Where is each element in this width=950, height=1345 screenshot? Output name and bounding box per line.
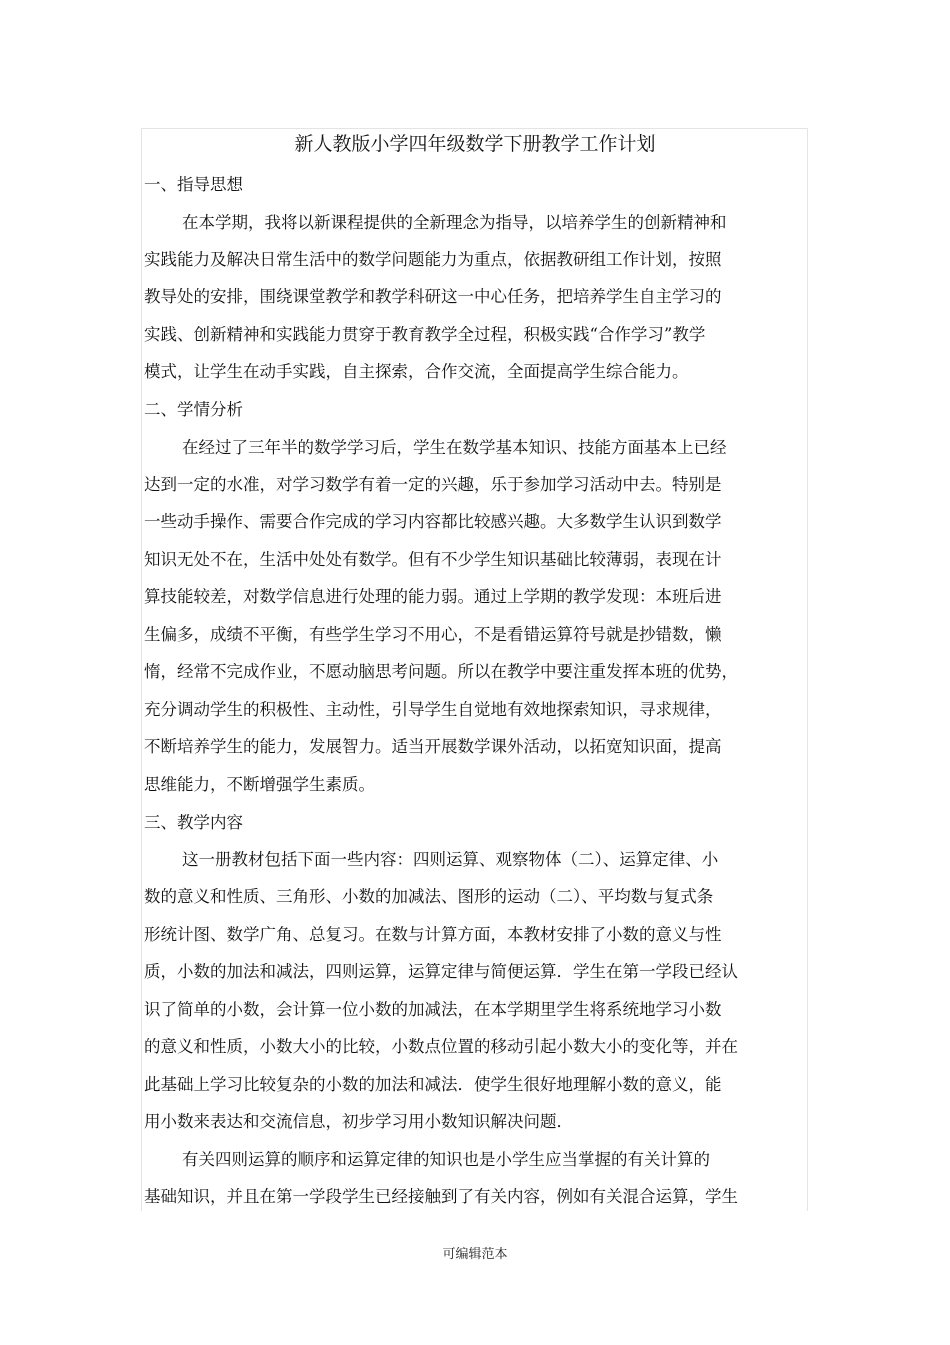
paragraph-line: 的意义和性质，小数大小的比较，小数点位置的移动引起小数大小的变化等，并在 — [144, 1037, 738, 1056]
paragraph-line: 识了简单的小数，会计算一位小数的加减法，在本学期里学生将系统地学习小数 — [144, 1000, 722, 1019]
paragraph-line: 模式，让学生在动手实践，自主探索，合作交流，全面提高学生综合能力。 — [144, 362, 689, 381]
paragraph-line: 在本学期，我将以新课程提供的全新理念为指导，以培养学生的创新精神和 — [182, 213, 727, 232]
paragraph-line: 思维能力，不断增强学生素质。 — [144, 775, 375, 794]
paragraph-line: 实践、创新精神和实践能力贯穿于教育教学全过程，积极实践“合作学习”教学 — [144, 325, 706, 344]
paragraph-line: 充分调动学生的积极性、主动性，引导学生自觉地有效地探索知识，寻求规律， — [144, 700, 722, 719]
paragraph-line: 形统计图、数学广角、总复习。在数与计算方面，本教材安排了小数的意义与性 — [144, 925, 722, 944]
paragraph-line: 不断培养学生的能力，发展智力。适当开展数学课外活动，以拓宽知识面，提高 — [144, 737, 722, 756]
paragraph-line: 惰，经常不完成作业，不愿动脑思考问题。所以在教学中要注重发挥本班的优势， — [144, 662, 738, 681]
paragraph-line: 实践能力及解决日常生活中的数学问题能力为重点，依据教研组工作计划，按照 — [144, 250, 722, 269]
paragraph-line: 用小数来表达和交流信息，初步学习用小数知识解决问题． — [144, 1112, 573, 1131]
section-heading-1: 一、指导思想 — [144, 175, 243, 194]
section-heading-2: 二、学情分析 — [144, 400, 243, 419]
section-heading-3: 三、教学内容 — [144, 813, 243, 832]
paragraph-line: 质，小数的加法和减法，四则运算，运算定律与简便运算．学生在第一学段已经认 — [144, 962, 738, 981]
paragraph-line: 知识无处不在，生活中处处有数学。但有不少学生知识基础比较薄弱，表现在计 — [144, 550, 722, 569]
paragraph-line: 算技能较差，对数学信息进行处理的能力弱。通过上学期的教学发现：本班后进 — [144, 587, 722, 606]
paragraph-line: 有关四则运算的顺序和运算定律的知识也是小学生应当掌握的有关计算的 — [182, 1150, 710, 1169]
paragraph-line: 达到一定的水准，对学习数学有着一定的兴趣，乐于参加学习活动中去。特别是 — [144, 475, 722, 494]
paragraph-line: 在经过了三年半的数学学习后，学生在数学基本知识、技能方面基本上已经 — [182, 438, 727, 457]
paragraph-line: 这一册教材包括下面一些内容：四则运算、观察物体（二）、运算定律、小 — [182, 850, 719, 869]
page-footer: 可编辑范本 — [442, 1247, 508, 1262]
paragraph-line: 此基础上学习比较复杂的小数的加法和减法．使学生很好地理解小数的意义，能 — [144, 1075, 722, 1094]
paragraph-line: 数的意义和性质、三角形、小数的加减法、图形的运动（二）、平均数与复式条 — [144, 887, 714, 906]
paragraph-line: 生偏多，成绩不平衡，有些学生学习不用心，不是看错运算符号就是抄错数，懒 — [144, 625, 722, 644]
paragraph-line: 基础知识，并且在第一学段学生已经接触到了有关内容，例如有关混合运算，学生 — [144, 1187, 738, 1206]
paragraph-line: 一些动手操作、需要合作完成的学习内容都比较感兴趣。大多数学生认识到数学 — [144, 512, 722, 531]
document-title: 新人教版小学四年级数学下册教学工作计划 — [294, 133, 656, 155]
paragraph-line: 教导处的安排，围绕课堂教学和教学科研这一中心任务，把培养学生自主学习的 — [144, 287, 722, 306]
